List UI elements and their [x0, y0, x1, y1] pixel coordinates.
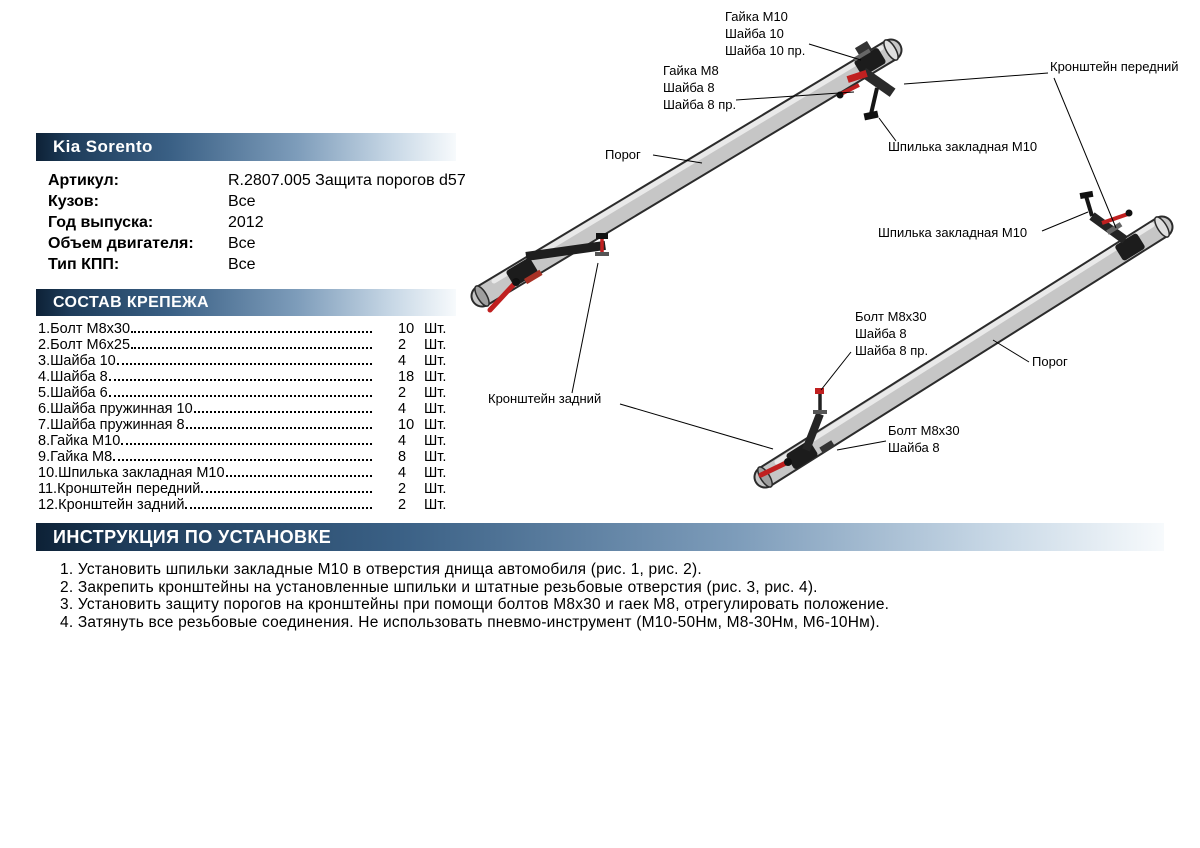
part-row [38, 369, 456, 385]
dot-leader [201, 491, 372, 493]
part-qty: 10 [398, 321, 415, 337]
label-nut-m8-line3: Шайба 8 пр. [663, 97, 737, 112]
instruction-step: 3. Установить защиту порогов на кронштейны при помощи болтов М8х30 и гаек М8, отрегулировать положение. [60, 596, 890, 613]
spec-label: Год выпуска: [48, 213, 154, 231]
part-qty: 2 [398, 497, 407, 513]
label-sill-right: Порог [1032, 354, 1068, 369]
sill-tube-left [472, 38, 901, 308]
part-row [38, 417, 456, 433]
dot-leader [117, 363, 372, 365]
part-name: 9.Гайка М8 [38, 449, 113, 465]
part-row [38, 433, 456, 449]
part-row [38, 401, 456, 417]
instructions-title-bar [36, 523, 1164, 551]
part-qty: 4 [398, 401, 407, 417]
part-name: 5.Шайба 6 [38, 385, 108, 401]
sill-tube-right [755, 215, 1172, 489]
spec-row [48, 233, 478, 254]
label-nut-m10-line3: Шайба 10 пр. [725, 43, 806, 58]
part-name: 2.Болт М6х25 [38, 337, 131, 353]
part-name: 12.Кронштейн задний [38, 497, 185, 513]
label-nut-m8-line2: Шайба 8 [663, 80, 715, 95]
part-name: 8.Гайка М10 [38, 433, 121, 449]
part-name: 6.Шайба пружинная 10 [38, 401, 193, 417]
part-unit: Шт. [424, 369, 447, 385]
callout-line [809, 44, 861, 60]
spec-value: 2012 [228, 213, 264, 231]
part-name: 10.Шпилька закладная М10 [38, 465, 225, 481]
part-name: 1.Болт М8х30 [38, 321, 131, 337]
part-row [38, 449, 456, 465]
label-nut-m10-line1: Гайка М10 [725, 9, 788, 24]
instruction-step: 2. Закрепить кронштейны на установленные шпильки и штатные резьбовые отверстия (рис. 3, рис. 4). [60, 578, 818, 596]
instruction-step: 1. Установить шпильки закладные М10 в отверстия днища автомобиля (рис. 1, рис. 2). [60, 561, 702, 578]
spec-row [48, 254, 478, 275]
spec-label: Кузов: [48, 192, 99, 210]
instruction-steps [60, 561, 1170, 631]
part-row [38, 481, 456, 497]
callout-lines [572, 44, 1116, 450]
instructions-title: ИНСТРУКЦИЯ ПО УСТАНОВКЕ [53, 526, 332, 547]
part-name: 11.Кронштейн передний [38, 481, 201, 497]
spec-row [48, 191, 478, 212]
dot-leader [194, 411, 372, 413]
label-bolt-front-line1: Болт М8х30 [855, 309, 927, 324]
dot-leader [109, 379, 372, 381]
assembly-diagram [470, 0, 1200, 520]
spec-label: Объем двигателя: [48, 234, 194, 252]
part-row [38, 497, 456, 513]
label-bracket-rear: Кронштейн задний [488, 391, 602, 406]
spec-value: Все [228, 234, 256, 252]
callout-line [904, 73, 1048, 84]
part-row [38, 385, 456, 401]
spec-row [48, 170, 478, 191]
part-unit: Шт. [424, 449, 447, 465]
label-bracket-front: Кронштейн передний [1050, 59, 1179, 74]
dot-leader [131, 331, 372, 333]
callout-line [837, 441, 886, 450]
label-stud-rear: Шпилька закладная М10 [878, 225, 1028, 240]
part-qty: 10 [398, 417, 415, 433]
part-name: 3.Шайба 10 [38, 353, 116, 369]
label-stud-front: Шпилька закладная М10 [888, 139, 1038, 154]
callout-line [821, 352, 851, 390]
callout-line [572, 263, 598, 393]
part-unit: Шт. [424, 465, 447, 481]
label-bolt-rear-line2: Шайба 8 [888, 440, 940, 455]
callout-line [620, 404, 773, 449]
spec-table [48, 170, 478, 275]
label-bolt-front-line2: Шайба 8 [855, 326, 907, 341]
fasteners-list [38, 321, 456, 513]
part-qty: 8 [398, 449, 407, 465]
part-qty: 4 [398, 433, 407, 449]
dot-leader [109, 395, 372, 397]
spec-label: Артикул: [48, 171, 119, 189]
part-row [38, 465, 456, 481]
part-unit: Шт. [424, 481, 447, 497]
model-title-bar [36, 133, 456, 161]
part-unit: Шт. [424, 337, 447, 353]
spec-value: Все [228, 192, 256, 210]
part-qty: 2 [398, 337, 407, 353]
part-qty: 2 [398, 481, 407, 497]
part-qty: 4 [398, 465, 407, 481]
label-nut-m10-line2: Шайба 10 [725, 26, 784, 41]
callout-line [879, 118, 896, 141]
part-qty: 2 [398, 385, 407, 401]
part-unit: Шт. [424, 385, 447, 401]
dot-leader [131, 347, 372, 349]
part-row [38, 337, 456, 353]
part-row [38, 321, 456, 337]
part-qty: 4 [398, 353, 407, 369]
label-bolt-front-line3: Шайба 8 пр. [855, 343, 929, 358]
part-unit: Шт. [424, 417, 447, 433]
callout-line [1054, 78, 1116, 228]
dot-leader [226, 475, 372, 477]
callout-line [1042, 212, 1088, 231]
dot-leader [185, 507, 372, 509]
spec-label: Тип КПП: [48, 255, 120, 273]
part-row [38, 353, 456, 369]
model-title: Kia Sorento [53, 137, 153, 156]
part-name: 4.Шайба 8 [38, 369, 108, 385]
label-sill-left: Порог [605, 147, 641, 162]
part-name: 7.Шайба пружинная 8 [38, 417, 185, 433]
instruction-step: 4. Затянуть все резьбовые соединения. Не использовать пневмо-инструмент (М10-50Нм, М8-30Нм, М6-10Нм). [60, 613, 880, 631]
part-unit: Шт. [424, 401, 447, 417]
spec-row [48, 212, 478, 233]
part-unit: Шт. [424, 321, 447, 337]
part-unit: Шт. [424, 353, 447, 369]
part-unit: Шт. [424, 497, 447, 513]
callout-line [993, 340, 1029, 362]
fasteners-title-bar [36, 289, 456, 316]
fasteners-title: СОСТАВ КРЕПЕЖА [53, 293, 209, 311]
part-qty: 18 [398, 369, 415, 385]
label-bolt-rear-line1: Болт М8х30 [888, 423, 960, 438]
label-nut-m8-line1: Гайка М8 [663, 63, 719, 78]
spec-value: Все [228, 255, 256, 273]
dot-leader [186, 427, 372, 429]
dot-leader [113, 459, 372, 461]
spec-value: R.2807.005 Защита порогов d57 [228, 171, 466, 189]
part-unit: Шт. [424, 433, 447, 449]
dot-leader [121, 443, 372, 445]
